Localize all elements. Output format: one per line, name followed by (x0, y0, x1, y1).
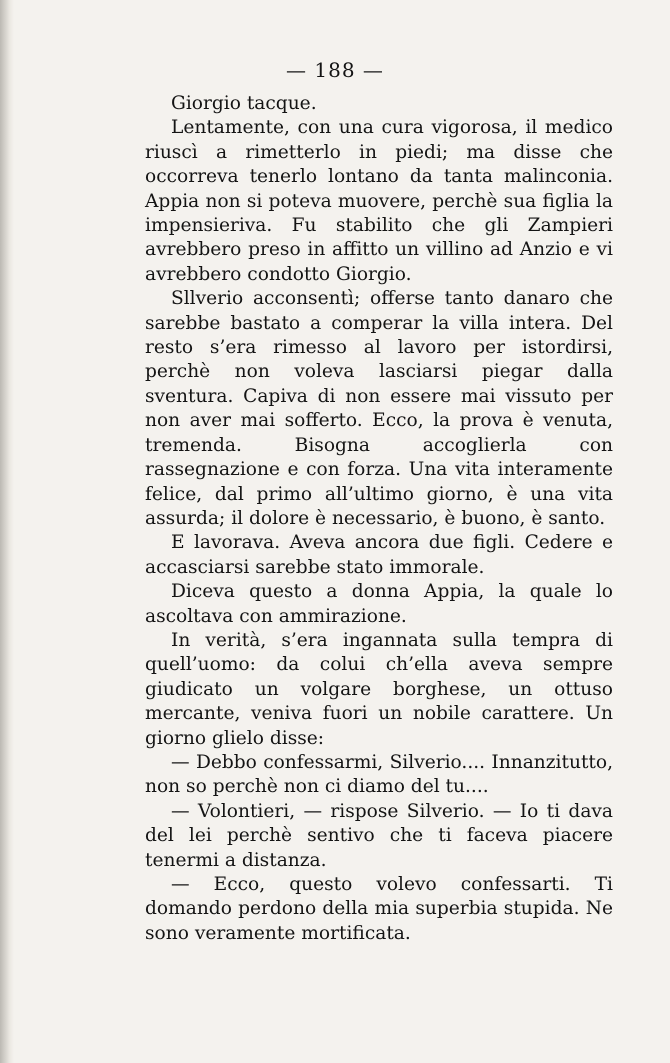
paragraph: E lavorava. Aveva ancora due figli. Cedere e accasciarsi sarebbe stato immorale. (145, 532, 613, 578)
paragraph: — Debbo confessarmi, Silverio.... Innanzitutto, non so perchè non ci diamo del tu.... (145, 751, 613, 798)
page-number: — 188 — (286, 58, 384, 82)
paragraph: Giorgio tacque. (171, 93, 317, 114)
paragraph: In verità, s’era ingannata sulla tempra di quell’uomo: da colui ch’ella aveva sempre giudicato un volgare borghese, un ottuso mercante, veniva fuori un nobile carattere. Un giorno glielo disse: (145, 629, 613, 749)
paragraph: — Ecco, questo volevo confessarti. Ti domando perdono della mia superbia stupida. Ne sono veramente mortificata. (145, 874, 613, 944)
page-binding-edge (0, 0, 14, 1063)
paragraph: — Volontieri, — rispose Silverio. — Io ti dava del lei perchè sentivo che ti faceva piacere tenermi a distanza. (145, 800, 613, 871)
body-text (145, 92, 613, 946)
paragraph: Sllverio acconsentì; offerse tanto danaro che sarebbe bastato a comperar la villa intera. Del resto s’era rimesso al lavoro per istordirsi, perchè non voleva lasciarsi piegar dalla sventura. Capiva di non essere mai vissuto per non aver mai sofferto. Ecco, la prova è venuta, tremenda. Bisogna accoglierla con rassegnazione e con forza. Una vita interamente felice, dal primo all’ultimo giorno, è una vita assurda; il dolore è necessario, è buono, è santo. (145, 288, 613, 529)
paragraph: Diceva questo a donna Appia, la quale lo ascoltava con ammirazione. (145, 581, 613, 627)
paragraph: Lentamente, con una cura vigorosa, il medico riuscì a rimetterlo in piedi; ma disse che occorreva tenerlo lontano da tanta malinconia. Appia non si poteva muovere, perchè sua figlia la impensieriva. Fu stabilito che gli Zampieri avrebbero preso in affitto un villino ad Anzio e vi avrebbero condotto Giorgio. (145, 117, 613, 285)
